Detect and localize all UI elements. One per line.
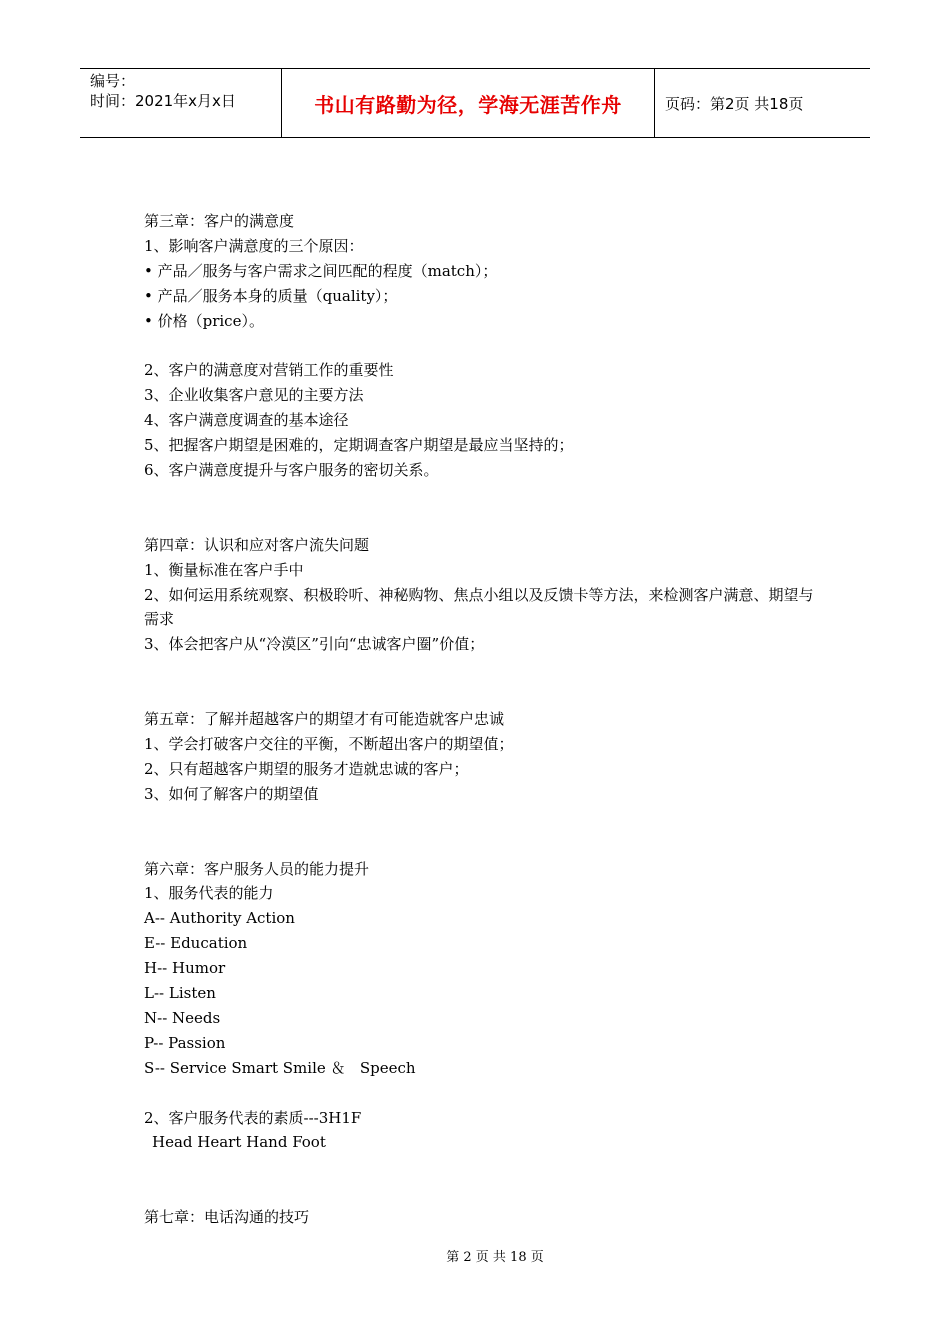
section-chapter-6 [144,857,824,1156]
page-footer: 第 2 页 共 18 页 [446,1250,544,1265]
list-item: 1、学会打破客户交往的平衡，不断超出客户的期望值； [144,734,514,753]
list-item: Head Heart Hand Foot [152,1133,326,1152]
header-motto-cell [281,69,655,137]
list-item: 1、衡量标准在客户手中 [144,560,304,579]
list-item: H-- Humor [144,959,226,978]
list-item: E-- Education [144,934,248,953]
list-item: 1、影响客户满意度的三个原因： [144,236,364,255]
section-chapter-4 [144,533,824,658]
list-item: • 价格（price）。 [144,311,264,330]
header-motto: 书山有路勤为径，学海无涯苦作舟 [314,92,622,117]
document-header [80,68,870,138]
list-item: N-- Needs [144,1008,221,1027]
header-page-label: 页码：第2页 共18页 [665,94,804,113]
section-title: 第六章：客户服务人员的能力提升 [144,859,370,878]
header-meta [80,69,281,137]
list-item: 6、客户满意度提升与客户服务的密切关系。 [144,461,439,480]
list-item: L-- Listen [144,984,216,1003]
document-body [144,209,824,1230]
list-item: S-- Service Smart Smile ＆ Speech [144,1058,416,1077]
section-chapter-3 [144,209,824,483]
list-item: 3、如何了解客户的期望值 [144,784,319,803]
list-item: P-- Passion [144,1033,226,1052]
list-item: 4、客户满意度调查的基本途径 [144,411,349,430]
list-item: 2、只有超越客户期望的服务才造就忠诚的客户； [144,759,469,778]
section-title: 第五章：了解并超越客户的期望才有可能造就客户忠诚 [144,710,505,729]
list-item: 3、体会把客户从“冷漠区”引向“忠诚客户圈”价值； [144,635,485,654]
list-item: 5、把握客户期望是困难的，定期调查客户期望是最应当坚持的； [144,436,574,455]
list-item: 3、企业收集客户意见的主要方法 [144,386,364,405]
section-title: 第四章：认识和应对客户流失问题 [144,535,370,554]
document-date-label: 时间：2021年x月x日 [90,92,236,110]
list-item: • 产品／服务本身的质量（quality）； [144,286,398,305]
document-number-label: 编号： [90,72,136,90]
list-item: 2、客户的满意度对营销工作的重要性 [144,361,394,380]
header-page-cell [655,69,870,137]
list-item: 2、客户服务代表的素质---3H1F [144,1108,362,1127]
section-chapter-7 [144,1205,824,1230]
section-title: 第三章：客户的满意度 [144,212,295,230]
list-item: 2、如何运用系统观察、积极聆听、神秘购物、焦点小组以及反馈卡等方法，来检测客户满意、期望与需求 [144,585,814,629]
list-item: • 产品／服务与客户需求之间匹配的程度（match）； [144,261,498,280]
list-item: A-- Authority Action [144,909,295,928]
list-item: 1、服务代表的能力 [144,884,274,903]
section-title: 第七章：电话沟通的技巧 [144,1208,310,1227]
section-chapter-5 [144,707,824,807]
